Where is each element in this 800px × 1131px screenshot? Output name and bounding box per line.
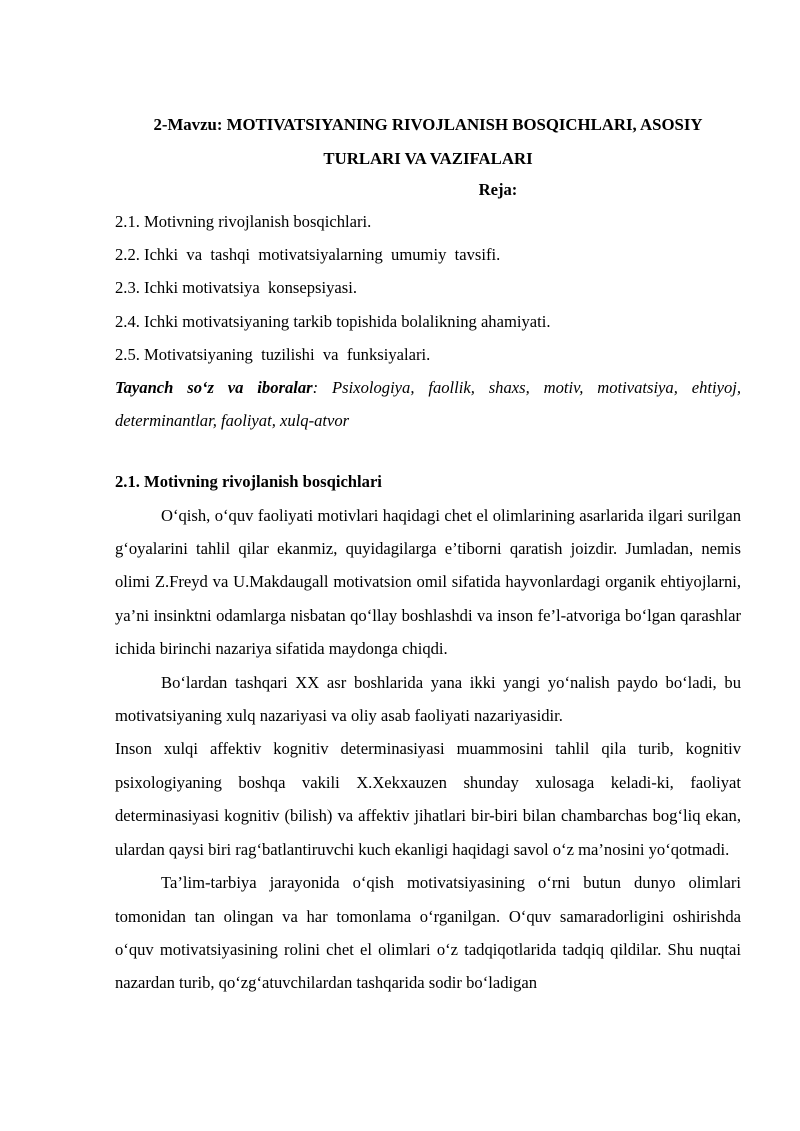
- plan-list: [115, 205, 741, 371]
- body-paragraph: Ta’lim-tarbiya jarayonida o‘qish motivatsiyasining o‘rni butun dunyo olimlari tomonidan tan olingan va har tomonlama o‘rganilgan. O‘quv samaradorligini oshirishda o‘quv motivatsiyasining rolini chet el olimlari o‘z tadqiqotlarida tadqiq qildilar. Shu nuqtai nazardan turib, qo‘zg‘atuvchilardan tashqarida sodir bo‘ladigan: [115, 873, 741, 993]
- plan-item: 2.4. Ichki motivatsiyaning tarkib topishida bolalikning ahamiyati.: [115, 311, 551, 331]
- plan-item: 2.1. Motivning rivojlanish bosqichlari.: [115, 212, 372, 231]
- plan-heading: Reja:: [478, 180, 518, 199]
- keywords-paragraph: [115, 371, 741, 437]
- plan-item: 2.2. Ichki va tashqi motivatsiyalarning umumiy tavsifi.: [115, 245, 501, 265]
- section-heading: 2.1. Motivning rivojlanish bosqichlari: [115, 472, 382, 492]
- keywords-label: Tayanch so‘z va iboralar: [115, 378, 313, 398]
- body-paragraph: Inson xulqi affektiv kognitiv determinasiyasi muammosini tahlil qila turib, kognitiv psixologiyaning boshqa vakili X.Xekxauzen shunday xulosaga keladi-ki, faoliyat determinasiyasi kognitiv (bilish) va affektiv jihatlari bir-biri bilan chambarchas bog‘liq ekan, ulardan qaysi biri rag‘batlantiruvchi kuch ekanligi haqidagi savol o‘z ma’nosini yo‘qotmadi.: [115, 739, 741, 859]
- document-title: 2-Mavzu: MOTIVATSIYANING RIVOJLANISH BOSQICHLARI, ASOSIY TURLARI VA VAZIFALARI: [153, 115, 703, 168]
- document-page: [115, 108, 741, 1000]
- plan-item: 2.5. Motivatsiyaning tuzilishi va funksiyalari.: [115, 344, 431, 364]
- plan-item: 2.3. Ichki motivatsiya konsepsiyasi.: [115, 278, 357, 298]
- body-paragraph: O‘qish, o‘quv faoliyati motivlari haqidagi chet el olimlarining asarlarida ilgari surilgan g‘oyalarini tahlil qilar ekanmiz, quyidagilarga e’tiborni qaratish joizdir. Jumladan, nemis olimi Z.Freyd va U.Makdaugall motivatsion omil sifatida hayvonlardagi organik ehtiyojlarni, ya’ni insinktni odamlarga nisbatan qo‘llay boshlashdi va inson fe’l-atvoriga bo‘lgan qarashlar ichida birinchi nazariya sifatida maydonga chiqdi.: [115, 505, 741, 659]
- keywords-text: : Psixologiya, faollik, shaxs, motiv, motivatsiya, ehtiyoj, determinantlar, faoliyat, xulq-atvor: [115, 378, 742, 431]
- body-paragraph: Bo‘lardan tashqari XX asr boshlarida yana ikki yangi yo‘nalish paydo bo‘ladi, bu motivatsiyaning xulq nazariyasi va oliy asab faoliyati nazariyasidir.: [115, 672, 741, 726]
